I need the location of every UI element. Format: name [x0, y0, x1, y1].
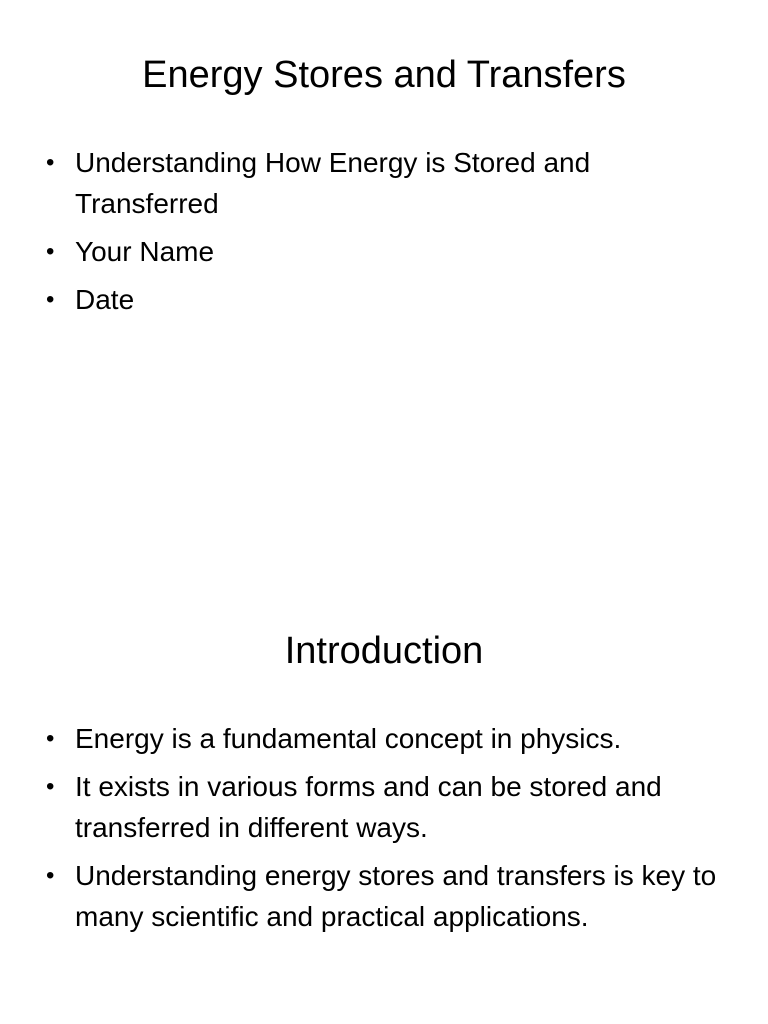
bullet-text: Your Name — [75, 236, 215, 267]
bullet-item — [46, 855, 726, 937]
bullet-icon: • — [46, 773, 55, 800]
bullet-icon: • — [46, 725, 55, 752]
bullet-item — [46, 231, 726, 272]
slide-title: Energy Stores and Transfers — [142, 54, 626, 96]
bullet-list — [46, 142, 726, 327]
bullet-item — [46, 142, 726, 224]
bullet-icon: • — [46, 286, 55, 313]
bullet-text: Understanding How Energy is Stored and Transferred — [75, 147, 591, 219]
bullet-item — [46, 766, 726, 848]
bullet-item — [46, 718, 726, 759]
bullet-item — [46, 279, 726, 320]
slide-title: Introduction — [284, 630, 484, 672]
bullet-text: It exists in various forms and can be stored and transferred in different ways. — [75, 771, 662, 843]
bullet-text: Understanding energy stores and transfers is key to many scientific and practical applications. — [75, 860, 717, 932]
bullet-icon: • — [46, 149, 55, 176]
bullet-list — [46, 718, 726, 944]
bullet-icon: • — [46, 238, 55, 265]
bullet-icon: • — [46, 862, 55, 889]
bullet-text: Date — [75, 284, 135, 315]
introduction-slide — [0, 576, 768, 1024]
bullet-text: Energy is a fundamental concept in physics. — [75, 723, 622, 754]
